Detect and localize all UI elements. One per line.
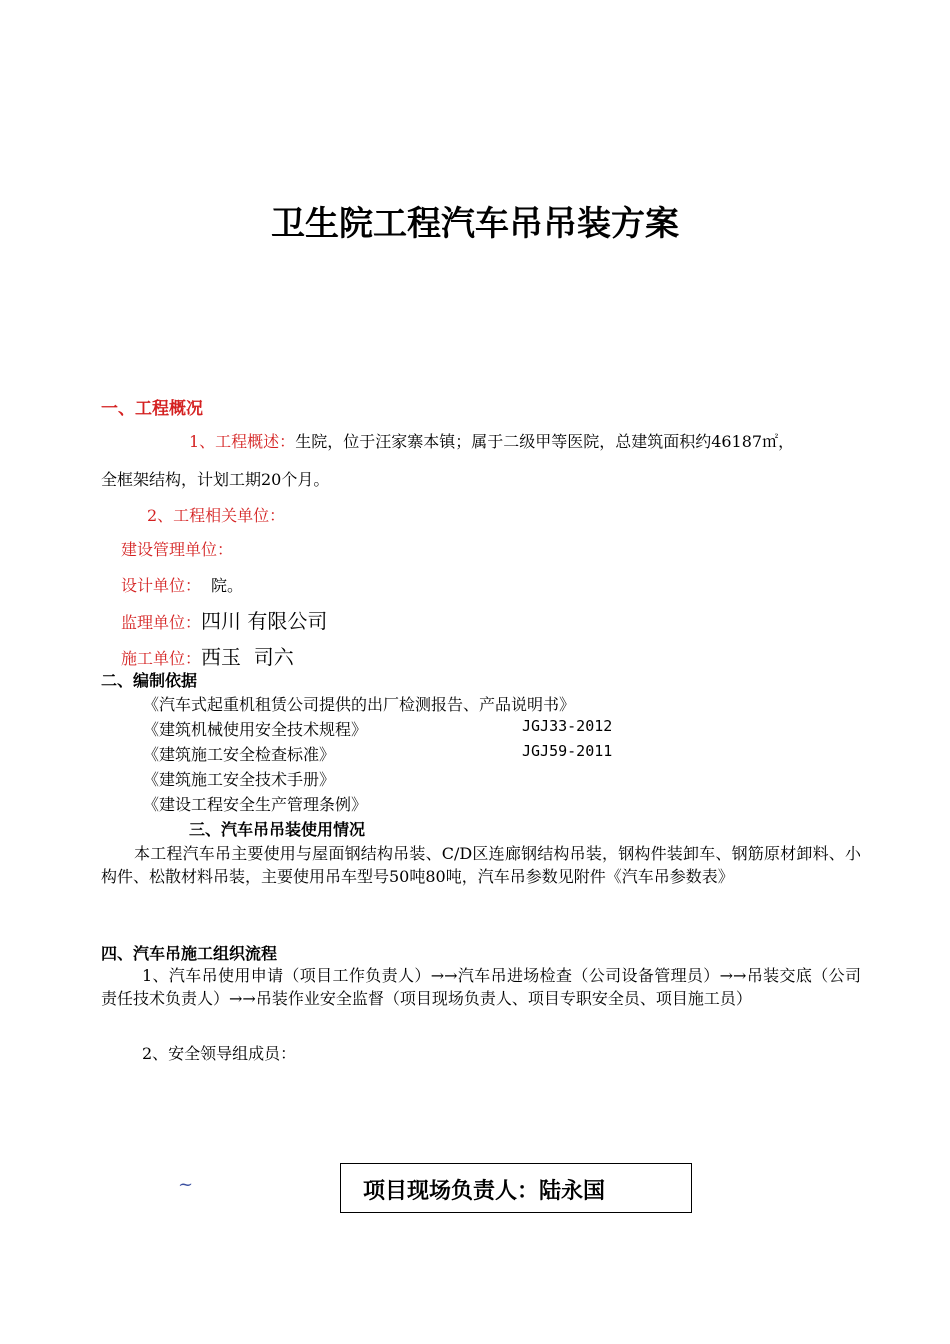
crane-usage-paragraph: 本工程汽车吊主要使用与屋面钢结构吊装、C/D区连廊钢结构吊装，钢构件装卸车、钢筋原材卸料、小构件、松散材料吊装，主要使用吊车型号50吨80吨，汽车吊参数见附件《汽车吊参数表》 <box>101 844 861 886</box>
unit-label: 建设管理单位： <box>121 540 234 559</box>
overview-label: 1、工程概述： <box>189 432 296 451</box>
unit-construction-management <box>121 537 233 560</box>
reference-item: 《建筑施工安全技术手册》 <box>143 770 336 789</box>
reference-code: JGJ59-2011 <box>522 742 613 760</box>
section-1-heading: 一、工程概况 <box>101 399 203 419</box>
unit-label: 设计单位： <box>121 576 202 595</box>
unit-supervision <box>121 605 327 634</box>
overview-continuation: 全框架结构，计划工期20个月。 <box>101 470 330 489</box>
section-3-heading: 三、汽车吊吊装使用情况 <box>189 820 366 839</box>
unit-value: 四川 有限公司 <box>201 609 328 633</box>
reference-item: 《汽车式起重机租赁公司提供的出厂检测报告、产品说明书》 <box>143 695 576 714</box>
site-manager-label: 项目现场负责人：陆永国 <box>363 1179 606 1204</box>
unit-label: 监理单位： <box>121 613 202 632</box>
related-units-label: 2、工程相关单位： <box>147 506 286 525</box>
overview-text: 生院，位于汪家寨本镇；属于二级甲等医院，总建筑面积约46187㎡， <box>295 432 795 451</box>
section-4-heading: 四、汽车吊施工组织流程 <box>101 944 278 963</box>
unit-design <box>121 573 243 596</box>
reference-item: 《建筑机械使用安全技术规程》 <box>143 720 368 739</box>
unit-value: 西玉 司六 <box>201 645 294 669</box>
section-2-heading: 二、编制依据 <box>101 671 198 690</box>
process-flow-paragraph: 1、汽车吊使用申请（项目工作负责人）→→汽车吊进场检查（公司设备管理员）→→吊装交底（公司责任技术负责人）→→吊装作业安全监督（项目现场负责人、项目专职安全员、项目施工员） <box>101 966 861 1008</box>
site-manager-box <box>340 1163 692 1213</box>
reference-code: JGJ33-2012 <box>522 717 613 735</box>
safety-team-label: 2、安全领导组成员： <box>142 1044 297 1063</box>
document-title: 卫生院工程汽车吊吊装方案 <box>271 204 679 244</box>
unit-label: 施工单位： <box>121 649 202 668</box>
unit-value: 院。 <box>211 576 244 595</box>
reference-item: 《建筑施工安全检查标准》 <box>143 745 336 764</box>
reference-item: 《建设工程安全生产管理条例》 <box>143 795 368 814</box>
small-mark: ~ <box>178 1174 194 1195</box>
overview-line <box>189 429 794 452</box>
unit-construction <box>121 641 294 670</box>
